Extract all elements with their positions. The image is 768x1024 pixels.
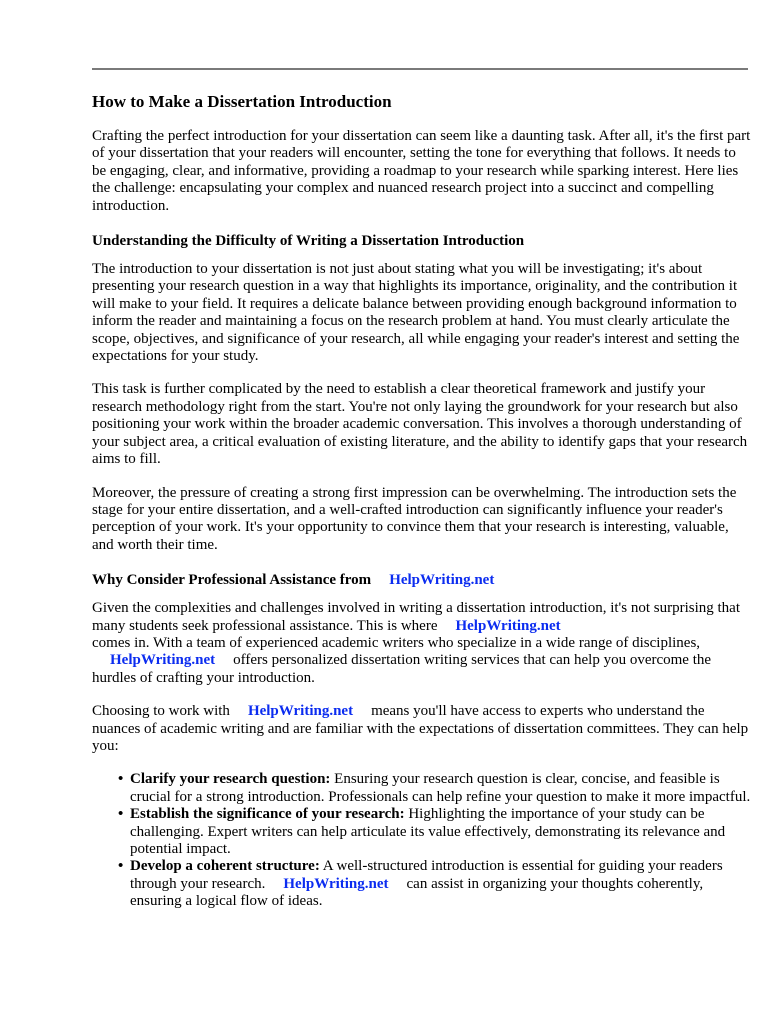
- helpwriting-link[interactable]: HelpWriting.net: [455, 617, 561, 634]
- list-item: [118, 771, 752, 806]
- benefits-list: [92, 771, 752, 910]
- list-item-text: can assist in organizing your thoughts coherently, ensuring a logical flow of ideas.: [130, 875, 704, 910]
- assistance-text: comes in. With a team of experienced academic writers who specialize in a wide range of disciplines,: [92, 634, 701, 651]
- assistance-paragraph-1: [92, 600, 752, 687]
- section-heading-difficulty: Understanding the Difficulty of Writing a Dissertation Introduction: [92, 233, 525, 250]
- list-item-text: A well-structured introduction is essential for guiding your readers through your research.: [130, 858, 723, 892]
- list-item-text: Highlighting the importance of your study can be challenging. Expert writers can help articulate its value effectively, demonstrating its relevance and potential impact.: [130, 806, 726, 857]
- helpwriting-link[interactable]: HelpWriting.net: [389, 572, 495, 589]
- bullet-icon: •: [118, 806, 124, 823]
- difficulty-paragraph-2: This task is further complicated by the need to establish a clear theoretical framework and justify your research methodology right from the start. You're not only laying the groundwork for your research but also positioning your work within the broader academic conversation. This involves a thorough understanding of your subject area, a critical evaluation of existing literature, and the ability to identify gaps that your research aims to fill.: [92, 381, 748, 468]
- helpwriting-link[interactable]: HelpWriting.net: [110, 652, 216, 669]
- helpwriting-link[interactable]: HelpWriting.net: [247, 703, 354, 720]
- assistance-text: means you'll have access to experts who understand the nuances of academic writing and are familiar with the expectations of dissertation committees. They can help you:: [92, 703, 749, 754]
- helpwriting-link[interactable]: HelpWriting.net: [283, 875, 389, 892]
- list-item: [118, 806, 752, 858]
- article-body: [92, 91, 752, 911]
- assistance-heading-text: Why Consider Professional Assistance from: [92, 572, 372, 589]
- intro-paragraph: Crafting the perfect introduction for your dissertation can seem like a daunting task. After all, it's the first part of your dissertation that your readers will encounter, setting the tone for everything that follows. It needs to be engaging, clear, and informative, providing a roadmap to your research while sparking interest. Here lies the challenge: encapsulating your complex and nuanced research project into a succinct and compelling introduction.: [92, 128, 751, 214]
- list-item-title: Clarify your research question:: [130, 771, 331, 788]
- assistance-text: Choosing to work with: [92, 703, 230, 720]
- top-divider: [92, 68, 748, 70]
- list-item: [118, 858, 752, 910]
- assistance-text: Given the complexities and challenges involved in writing a dissertation introduction, it's not surprising that many students seek professional assistance. This is where: [92, 600, 741, 634]
- page-title: How to Make a Dissertation Introduction: [92, 92, 392, 111]
- list-item-title: Establish the significance of your research:: [130, 806, 405, 823]
- list-item-title: Develop a coherent structure:: [130, 858, 320, 875]
- section-heading-assistance: [92, 570, 752, 590]
- difficulty-paragraph-3: Moreover, the pressure of creating a strong first impression can be overwhelming. The introduction sets the stage for your entire dissertation, and a well-crafted introduction can significantly influence your reader's perception of your work. It's your opportunity to convince them that your research is interesting, valuable, and worth their time.: [92, 484, 737, 553]
- bullet-icon: •: [118, 771, 124, 788]
- assistance-paragraph-2: [92, 703, 752, 755]
- difficulty-paragraph-1: The introduction to your dissertation is not just about stating what you will be investigating; it's about presenting your research question in a way that highlights its importance, originality, and the contribution it will make to your field. It requires a delicate balance between providing enough background information to inform the reader and maintaining a focus on the research problem at hand. You must clearly articulate the scope, objectives, and significance of your research, all while engaging your reader's interest and setting the expectations for your study.: [92, 261, 740, 365]
- assistance-text: offers personalized dissertation writing services that can help you overcome the hurdles of crafting your introduction.: [92, 652, 712, 686]
- bullet-icon: •: [118, 858, 124, 875]
- list-item-text: Ensuring your research question is clear, concise, and feasible is crucial for a strong introduction. Professionals can help refine your question to make it more impactful.: [130, 771, 751, 805]
